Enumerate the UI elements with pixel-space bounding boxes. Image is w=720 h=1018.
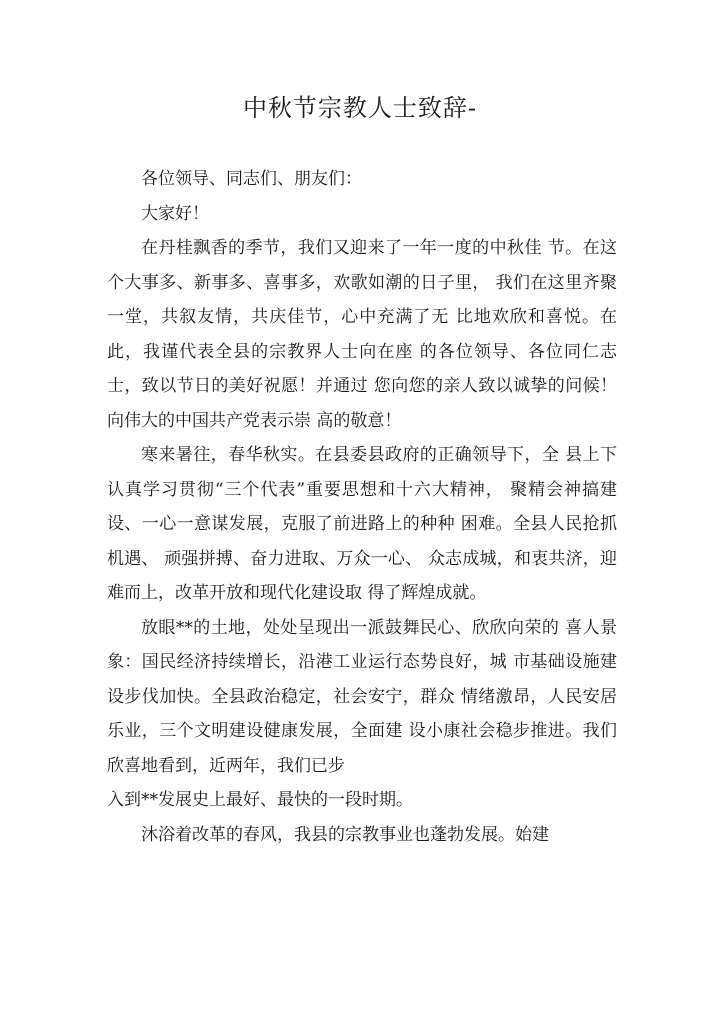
greeting: 大家好！ (141, 203, 209, 224)
paragraph-religion: 沐浴着改革的春风，我县的宗教事业也蓬勃发展。始建 (141, 824, 549, 845)
paragraph-achievements: 寒来暑往，春华秋实。在县委县政府的正确领导下，全 县上下认真学习贯彻“三个代表”重要思想和十六大精神， 聚精会神搞建设、一心一意谋发展，克服了前进路上的种种 困难。全县人民抢抓机遇、 顽强拼搏、奋力进取、万众一心、 众志成城，和衷共济，迎难而上，改革开放和现代化建设取 得了辉煌成就。 (107, 445, 617, 603)
document-body (107, 162, 617, 852)
paragraph-festival: 在丹桂飘香的季节，我们又迎来了一年一度的中秋佳 节。在这个大事多、新事多、喜事多，欢歌如潮的日子里， 我们在这里齐聚一堂，共叙友情，共庆佳节，心中充满了无 比地欢欣和喜悦。在此，我谨代表全县的宗教界人士向在座 的各位领导、各位同仁志士，致以节日的美好祝愿！并通过 您向您的亲人致以诚挚的问候！向伟大的中国共产党表示崇 高的敬意！ (107, 238, 617, 431)
paragraph-prosperity: 放眼**的土地，处处呈现出一派鼓舞民心、欣欣向荣的 喜人景象：国民经济持续增长，沿港工业运行态势良好，城 市基础设施建设步伐加快。全县政治稳定，社会安宁，群众 情绪激昂，人民安居乐业，三个文明建设健康发展，全面建 设小康社会稳步推进。我们欣喜地看到，近两年，我们已步 (107, 617, 617, 776)
document-title: 中秋节宗教人士致辞- (242, 94, 478, 122)
paragraph-continuation: 入到**发展史上最好、最快的一段时期。 (107, 790, 413, 810)
salutation: 各位领导、同志们、朋友们： (141, 169, 362, 189)
